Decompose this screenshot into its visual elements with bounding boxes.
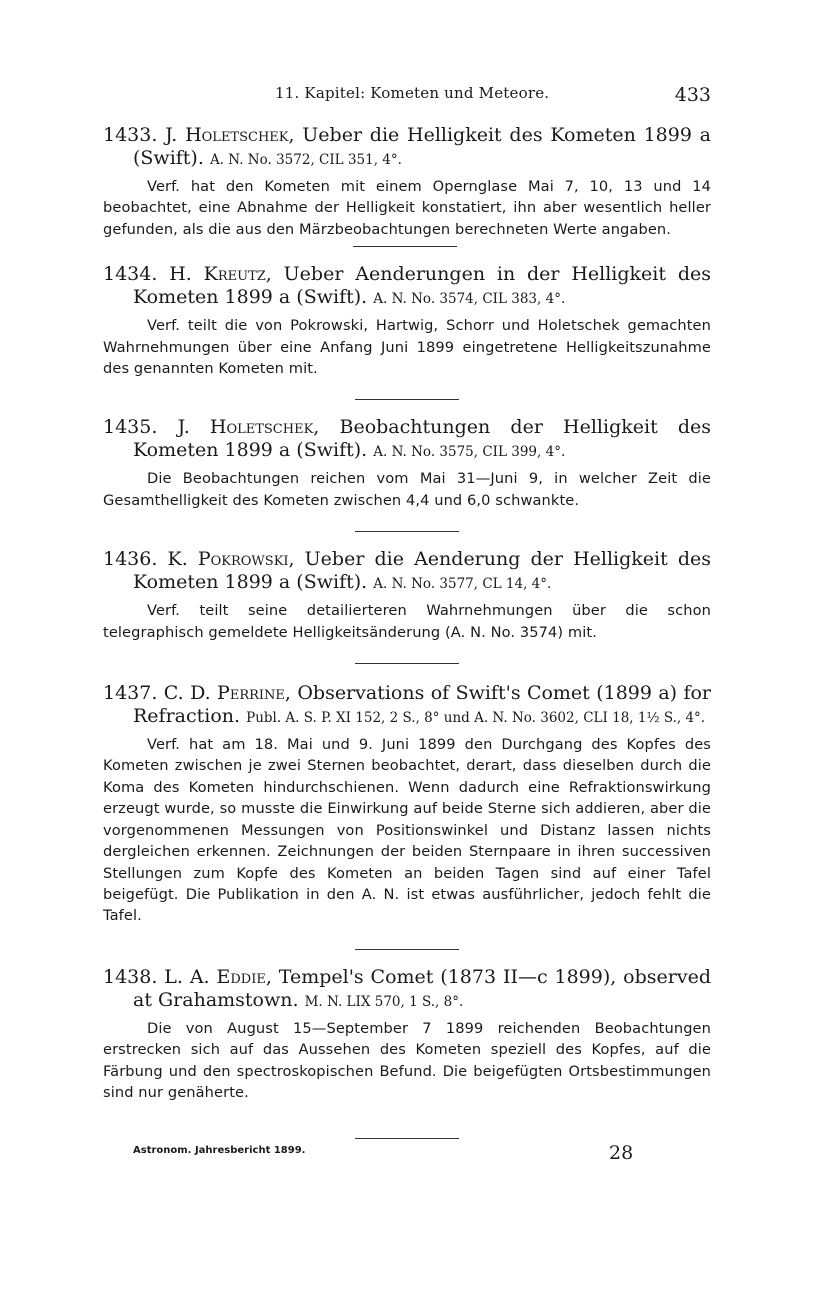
entry-divider bbox=[355, 399, 459, 400]
entry-number: 1438. bbox=[103, 965, 158, 988]
entry-title: Beobachtungen der Helligkeit des Kometen 1899 a (Swift). bbox=[133, 416, 712, 462]
entry-title: Tempel's Comet (1873 II—c 1899), observed at Grahamstown. bbox=[133, 965, 711, 1011]
entry-reference: A. N. No. 3574, CIL 383, 4°. bbox=[373, 291, 566, 308]
entry-divider bbox=[355, 663, 459, 664]
running-head-title: 11. Kapitel: Kometen und Meteore. bbox=[275, 84, 550, 102]
entry-reference: A. N. No. 3577, CL 14, 4°. bbox=[373, 576, 552, 593]
entry-heading bbox=[103, 548, 711, 596]
entry-author: K. Pokrowski, bbox=[167, 548, 295, 571]
entry-author: J. Holetschek, bbox=[165, 124, 295, 146]
bibliography-entry bbox=[103, 682, 711, 950]
entry-heading bbox=[103, 124, 711, 172]
entry-reference: A. N. No. 3575, CIL 399, 4°. bbox=[373, 444, 566, 461]
entry-number: 1436. bbox=[103, 548, 158, 571]
footer-publication: Astronom. Jahresbericht 1899. bbox=[133, 1145, 306, 1156]
entry-reference: M. N. LIX 570, 1 S., 8°. bbox=[304, 993, 464, 1010]
running-head bbox=[103, 84, 711, 110]
entry-title: Ueber die Aenderung der Helligkeit des Kometen 1899 a (Swift). bbox=[133, 548, 711, 594]
entry-abstract: Verf. hat am 18. Mai und 9. Juni 1899 den Durchgang des Kopfes des Kometen zwischen je zwei Sternen beobachtet, derart, dass dieselben durch die Koma des Kometen hindurchschienen. Wenn dadurch eine Refraktionswirkung erzeugt wurde, so musste die Einwirkung auf beide Sterne sich addieren, aber die vorgenommenen Messungen von Positionswinkel und Distanz lassen nichts dergleichen erkennen. Zeichnungen der beiden Sternpaare in ihren successiven Stellungen zum Kopfe des Kometen an beiden Tagen sind auf einer Tafel beigefügt. Die Publikation in den A. N. ist etwas ausführlicher, jedoch fehlt die Tafel. bbox=[103, 736, 711, 925]
entry-divider bbox=[355, 949, 459, 950]
bibliography-entry bbox=[103, 263, 711, 400]
entry-title: Ueber Aenderungen in der Helligkeit des Kometen 1899 a (Swift). bbox=[133, 263, 711, 309]
bibliography-entry bbox=[103, 548, 711, 664]
entry-abstract: Verf. teilt seine detailierteren Wahrnehmungen über die schon telegraphisch gemeldete Helligkeitsänderung (A. N. No. 3574) mit. bbox=[103, 602, 711, 641]
bibliography-entry bbox=[103, 966, 711, 1104]
entry-author: C. D. Perrine, bbox=[163, 682, 291, 705]
page-number: 433 bbox=[674, 84, 711, 106]
entry-abstract: Die von August 15—September 7 1899 reichenden Beobachtungen erstrecken sich auf das Aussehen des Kometen speziell des Kopfes, auf die Färbung und den spectroskopischen Befund. Die beigefügten Ortsbestimmungen sind nur genäherte. bbox=[103, 1019, 711, 1101]
entry-author: L. A. Eddie, bbox=[164, 965, 272, 988]
entry-author: J. Holetschek, bbox=[177, 416, 320, 439]
entry-number: 1435. bbox=[103, 416, 158, 439]
entry-title: Observations of Swift's Comet (1899 a) for Refraction. bbox=[133, 682, 712, 728]
entry-reference: A. N. No. 3572, CIL 351, 4°. bbox=[209, 152, 402, 168]
entry-abstract: Die Beobachtungen reichen vom Mai 31—Juni 9, in welcher Zeit die Gesamthelligkeit des Kometen zwischen 4,4 und 6,0 schwankte. bbox=[103, 470, 711, 509]
entry-author: H. Kreutz, bbox=[169, 263, 272, 286]
entry-heading bbox=[103, 966, 711, 1014]
entry-abstract: Verf. hat den Kometen mit einem Opernglase Mai 7, 10, 13 und 14 beobachtet, eine Abnahme der Helligkeit konstatiert, ihn aber wesentlich heller gefunden, als die aus den Märzbeobachtungen berechneten Werte angaben. bbox=[103, 178, 711, 238]
page-content bbox=[103, 84, 711, 1103]
entry-number: 1434. bbox=[103, 263, 158, 286]
bibliography-entry bbox=[103, 416, 711, 532]
footer-rule bbox=[355, 1138, 459, 1139]
entry-reference: Publ. A. S. P. XI 152, 2 S., 8° und A. N. No. 3602, CLI 18, 1½ S., 4°. bbox=[246, 710, 706, 727]
entry-title: Ueber die Helligkeit des Kometen 1899 a (Swift). bbox=[133, 124, 712, 169]
entry-divider bbox=[355, 531, 459, 532]
signature-mark: 28 bbox=[609, 1142, 634, 1164]
entry-number: 1437. bbox=[103, 682, 158, 705]
entry-divider bbox=[353, 246, 457, 247]
page-footer bbox=[133, 1138, 634, 1168]
entry-heading bbox=[103, 416, 711, 464]
entry-number: 1433. bbox=[103, 124, 158, 146]
entry-abstract: Verf. teilt die von Pokrowski, Hartwig, Schorr und Holetschek gemachten Wahrnehmungen über eine Anfang Juni 1899 eingetretene Helligkeitszunahme des genannten Kometen mit. bbox=[103, 317, 711, 378]
bibliography-entry bbox=[103, 124, 711, 247]
entry-heading bbox=[103, 263, 711, 311]
entry-heading bbox=[103, 682, 711, 730]
